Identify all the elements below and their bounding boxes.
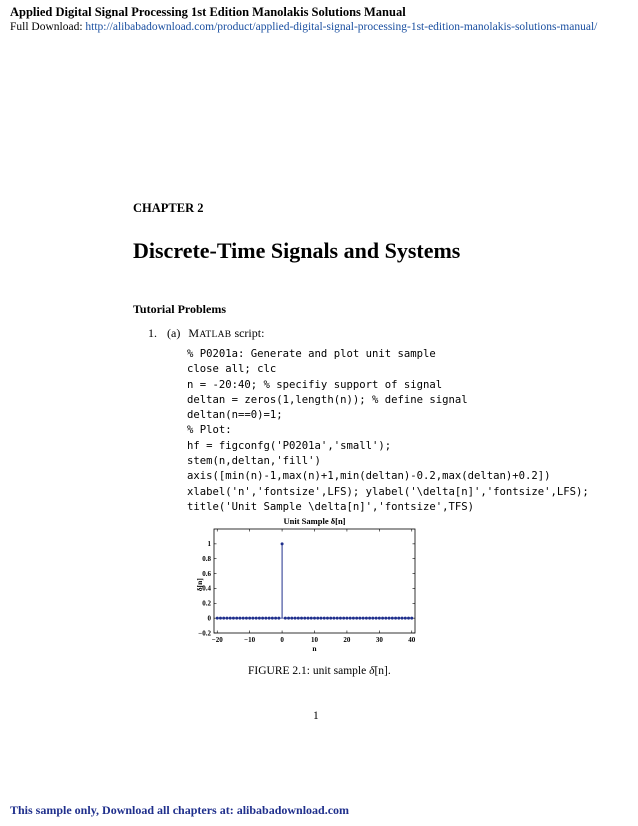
stem-marker xyxy=(277,617,280,620)
problem-lead xyxy=(188,326,264,340)
stem-marker xyxy=(232,617,235,620)
x-tick-label: 20 xyxy=(343,636,351,644)
section-heading: Tutorial Problems xyxy=(133,302,227,316)
stem-marker xyxy=(297,617,300,620)
stem-marker xyxy=(229,617,232,620)
stem-marker xyxy=(375,617,378,620)
code-line: deltan(n==0)=1; xyxy=(187,409,283,422)
stem-marker xyxy=(365,617,368,620)
download-line xyxy=(10,21,597,33)
stem-marker xyxy=(242,617,245,620)
caption-arg: [n]. xyxy=(374,665,391,677)
stem-marker xyxy=(261,617,264,620)
y-tick-label: 0.2 xyxy=(202,599,211,608)
code-line: n = -20:40; % specifiy support of signal xyxy=(187,378,443,391)
stem-marker xyxy=(248,617,251,620)
code-line: stem(n,deltan,'fill') xyxy=(187,455,321,468)
x-axis-label: n xyxy=(312,644,317,653)
stem-marker xyxy=(378,617,381,620)
stem-marker xyxy=(258,617,261,620)
chapter-title: Discrete-Time Signals and Systems xyxy=(133,238,461,263)
stem-marker xyxy=(384,617,387,620)
stem-marker xyxy=(339,617,342,620)
x-tick-label: 10 xyxy=(311,636,318,644)
stem-marker xyxy=(303,617,306,620)
matlab-code-block xyxy=(187,347,589,515)
stem-marker xyxy=(323,617,326,620)
stem-marker xyxy=(368,617,371,620)
stem-marker xyxy=(251,617,254,620)
unit-sample-chart xyxy=(195,512,430,662)
x-tick-label: 0 xyxy=(280,636,284,644)
stem-marker xyxy=(313,617,316,620)
problem-part: (a) xyxy=(167,326,181,340)
unit-sample-figure xyxy=(195,512,430,662)
stem-marker xyxy=(332,617,335,620)
matlab-smallcaps: MATLAB xyxy=(188,326,232,340)
code-line: % P0201a: Generate and plot unit sample xyxy=(187,348,436,360)
stem-marker xyxy=(281,542,284,545)
stem-marker xyxy=(358,617,361,620)
stem-marker xyxy=(274,617,277,620)
stem-marker xyxy=(342,617,345,620)
stem-marker xyxy=(329,617,332,620)
stem-marker xyxy=(336,617,339,620)
code-line: deltan = zeros(1,length(n)); % define signal xyxy=(187,393,468,406)
stem-marker xyxy=(307,617,310,620)
caption-symbol: δ xyxy=(369,665,375,677)
stem-marker xyxy=(271,617,274,620)
code-line: xlabel('n','fontsize',LFS); ylabel('\delta[n]','fontsize',LFS); xyxy=(187,485,589,498)
problem-line xyxy=(148,326,264,341)
stem-marker xyxy=(225,617,228,620)
stem-marker xyxy=(352,617,355,620)
stem-marker xyxy=(219,617,222,620)
chapter-label: CHAPTER 2 xyxy=(133,201,204,215)
stem-marker xyxy=(371,617,374,620)
stem-marker xyxy=(391,617,394,620)
stem-marker xyxy=(268,617,271,620)
stem-marker xyxy=(222,617,225,620)
download-label: Full Download: xyxy=(10,21,86,33)
stem-marker xyxy=(381,617,384,620)
stem-marker xyxy=(394,617,397,620)
code-line: title('Unit Sample \delta[n]','fontsize',TFS) xyxy=(187,500,475,513)
stem-marker xyxy=(290,617,293,620)
y-tick-label: −0.2 xyxy=(198,629,211,638)
stem-marker xyxy=(287,617,290,620)
stem-marker xyxy=(284,617,287,620)
stem-marker xyxy=(326,617,329,620)
stem-marker xyxy=(362,617,365,620)
problem-number: 1. xyxy=(148,326,157,340)
problem-lead-rest: script: xyxy=(231,326,265,340)
download-link[interactable]: http://alibabadownload.com/product/applied-digital-signal-processing-1st-edition-manolakis-solutions-manual/ xyxy=(85,21,598,33)
code-line: hf = figconfg('P0201a','small'); xyxy=(187,439,392,452)
stem-marker xyxy=(294,617,297,620)
stem-marker xyxy=(397,617,400,620)
stem-marker xyxy=(319,617,322,620)
y-tick-label: 0.8 xyxy=(202,555,211,564)
stem-marker xyxy=(404,617,407,620)
caption-prefix: FIGURE 2.1: unit sample xyxy=(248,665,370,677)
x-tick-label: −10 xyxy=(244,636,256,644)
stem-marker xyxy=(316,617,319,620)
code-line: close all; clc xyxy=(187,363,277,376)
stem-marker xyxy=(264,617,267,620)
stem-marker xyxy=(345,617,348,620)
stem-marker xyxy=(216,617,219,620)
code-line: % Plot: xyxy=(187,424,232,437)
stem-marker xyxy=(238,617,241,620)
stem-marker xyxy=(388,617,391,620)
y-tick-label: 0 xyxy=(207,614,211,623)
figure-caption xyxy=(248,665,391,677)
stem-marker xyxy=(300,617,303,620)
x-tick-label: −20 xyxy=(211,636,223,644)
stem-marker xyxy=(401,617,404,620)
stem-marker xyxy=(349,617,352,620)
stem-marker xyxy=(235,617,238,620)
stem-marker xyxy=(245,617,248,620)
y-tick-label: 0.6 xyxy=(202,569,211,578)
stem-marker xyxy=(255,617,258,620)
x-tick-label: 40 xyxy=(408,636,416,644)
x-tick-label: 30 xyxy=(375,636,383,644)
y-tick-label: 0.4 xyxy=(202,584,211,593)
stem-marker xyxy=(355,617,358,620)
stem-marker xyxy=(310,617,313,620)
stem-marker xyxy=(410,617,413,620)
y-tick-label: 1 xyxy=(207,540,211,549)
banner-title: Applied Digital Signal Processing 1st Edition Manolakis Solutions Manual xyxy=(10,5,406,19)
footer-download-note[interactable]: This sample only, Download all chapters at: alibabadownload.com xyxy=(10,803,350,817)
code-line: axis([min(n)-1,max(n)+1,min(deltan)-0.2,max(deltan)+0.2]) xyxy=(187,470,551,483)
y-axis-label: δ[n] xyxy=(195,578,204,592)
page-number: 1 xyxy=(313,710,319,722)
stem-marker xyxy=(407,617,410,620)
chart-title: Unit Sample δ[n] xyxy=(283,516,346,526)
